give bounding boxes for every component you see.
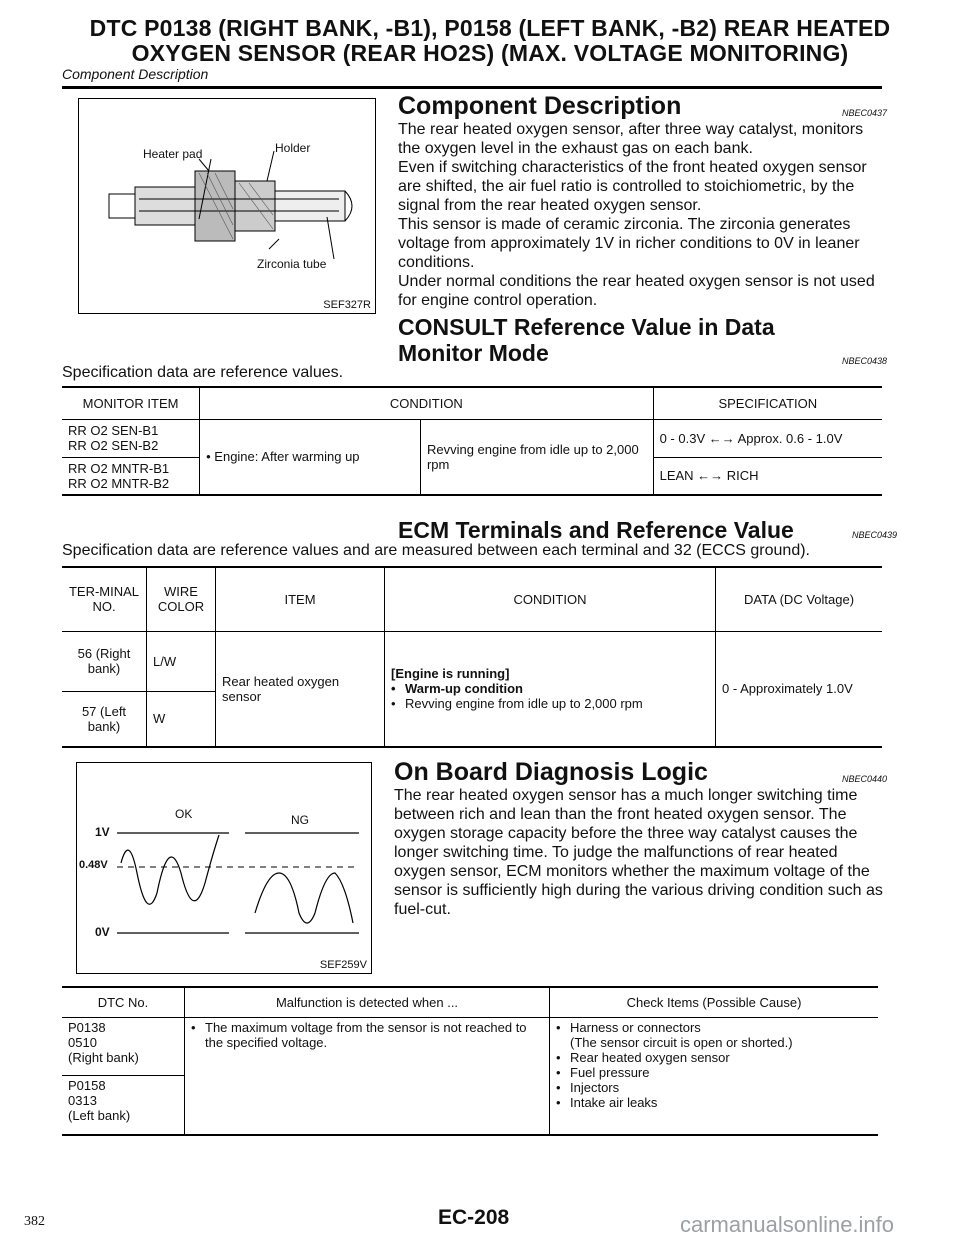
page-title (60, 16, 920, 66)
consult-header-spec: SPECIFICATION (653, 387, 882, 419)
component-description-text (398, 120, 886, 310)
consult-condition-1: • Engine: After warming up (200, 419, 421, 495)
page-code: EC-208 (438, 1206, 510, 1229)
consult-item-sen (62, 419, 200, 457)
consult-heading: CONSULT Reference Value in Data Monitor Mode (398, 314, 775, 366)
ecm-note: Specification data are reference values and are measured between each terminal and 32 (ECCS ground). (62, 542, 810, 559)
dtc-row-right (62, 1017, 185, 1075)
title-line-1: DTC P0138 (RIGHT BANK, -B1), P0158 (LEFT BANK, -B2) REAR HEATED (89, 15, 891, 41)
consult-header-monitor: MONITOR ITEM (82, 395, 179, 411)
dtc-check-4: • Injectors (556, 1080, 872, 1095)
ecm-heading: ECM Terminals and Reference Value (398, 517, 794, 543)
watermark: carmanualsonline.info (680, 1212, 895, 1237)
consult-spec-1: 0 - 0.3V ←→ Approx. 0.6 - 1.0V (653, 419, 882, 457)
consult-ref: NBEC0438 (842, 356, 888, 366)
ecm-header-terminal: TER-MINAL NO. (68, 584, 140, 615)
ecm-item: Rear heated oxygen sensor (216, 631, 385, 747)
dtc-table (62, 986, 878, 1136)
label-zirconia-tube: Zirconia tube (257, 257, 327, 271)
label-heater-pad: Heater pad (143, 147, 203, 161)
label-ng: NG (291, 813, 309, 827)
dtc-bank-right: (Right bank) (68, 1049, 139, 1065)
component-description-p3: This sensor is made of ceramic zirconia. The zirconia generates voltage from approximately 1V in richer conditions to 0V in leaner conditions. (398, 216, 860, 271)
consult-item-sen-b2: RR O2 SEN-B2 (68, 438, 159, 453)
obd-ref: NBEC0440 (842, 774, 888, 784)
component-description-ref: NBEC0437 (842, 108, 888, 118)
ecm-header-data: DATA (DC Voltage) (716, 567, 883, 631)
consult-condition-2: Revving engine from idle up to 2,000 rpm (420, 419, 653, 495)
component-description-p2: Even if switching characteristics of the front heated oxygen sensor are shifted, the air fuel ratio is controlled to stoichiometric, by the signal from the rear heated oxygen sensor. (398, 159, 867, 214)
label-ok: OK (175, 807, 193, 821)
consult-item-mntr (62, 457, 200, 495)
ecm-table (62, 566, 882, 748)
ecm-condition-header: [Engine is running] (391, 666, 510, 682)
title-line-2: OXYGEN SENSOR (REAR HO2S) (MAX. VOLTAGE MONITORING) (131, 40, 849, 66)
voltage-waveform (77, 763, 371, 973)
dtc-header-no: DTC No. (97, 994, 149, 1010)
dtc-code-p0158: P0158 (68, 1077, 106, 1093)
ecm-header-wire: WIRE COLOR (147, 567, 216, 631)
ecm-wire-56: L/W (147, 631, 216, 691)
dtc-num-0313: 0313 (68, 1092, 97, 1108)
dtc-check-5: • Intake air leaks (556, 1095, 872, 1110)
dtc-check-1-text: Harness or connectors (570, 1019, 701, 1035)
component-description-p4: Under normal conditions the rear heated oxygen sensor is not used for engine control operation. (398, 273, 875, 309)
consult-item-mntr-b1: RR O2 MNTR-B1 (68, 460, 170, 476)
consult-table (62, 386, 882, 496)
dtc-malfunction-text: • The maximum voltage from the sensor is not reached to the specified voltage. (191, 1020, 543, 1050)
component-description-p1: The rear heated oxygen sensor, after three way catalyst, monitors the oxygen level in the exhaust gas on each bank. (398, 121, 864, 157)
label-1v: 1V (95, 825, 110, 839)
figure-code: SEF327R (323, 299, 371, 311)
consult-item-sen-b1: RR O2 SEN-B1 (68, 423, 159, 438)
component-description-heading: Component Description (398, 92, 682, 120)
dtc-header-check: Check Items (Possible Cause) (550, 987, 879, 1017)
obd-heading: On Board Diagnosis Logic (394, 758, 708, 786)
sensor-drawing (79, 99, 375, 313)
dtc-malfunction (185, 1017, 550, 1135)
page-number: 382 (24, 1214, 45, 1229)
dtc-check-2: • Rear heated oxygen sensor (556, 1050, 872, 1065)
ecm-header-condition: CONDITION (385, 567, 716, 631)
ecm-ref: NBEC0439 (852, 530, 898, 540)
dtc-check-3: • Fuel pressure (556, 1065, 872, 1080)
ecm-wire-57: W (147, 691, 216, 747)
label-holder: Holder (275, 141, 311, 155)
ecm-terminal-56: 56 (Right bank) (77, 646, 131, 676)
dtc-row-left (62, 1075, 185, 1135)
figure-code-2: SEF259V (319, 959, 367, 971)
ecm-condition-2: • Revving engine from idle up to 2,000 rpm (391, 696, 709, 711)
dtc-check-1 (556, 1020, 872, 1050)
section-subtitle: Component Description (62, 66, 209, 82)
voltage-figure (76, 762, 372, 974)
dtc-code-p0138: P0138 (68, 1019, 106, 1035)
header-rule (62, 86, 882, 89)
ecm-data: 0 - Approximately 1.0V (716, 631, 883, 747)
obd-text: The rear heated oxygen sensor has a much longer switching time between rich and lean than the front heated oxygen sensor. The oxygen storage capacity before the three way catalyst causes the longer switching time. To judge the malfunctions of rear heated oxygen sensor, ECM monitors whether the maximum voltage of the sensor is sufficiently high during the various driving condition such as fuel-cut. (394, 787, 883, 918)
sensor-figure (78, 98, 376, 314)
label-0v: 0V (95, 925, 110, 939)
consult-spec-2: LEAN ←→ RICH (653, 457, 882, 495)
ecm-condition-1: • Warm-up condition (391, 681, 709, 696)
dtc-header-malfunction: Malfunction is detected when ... (185, 987, 550, 1017)
consult-item-mntr-b2: RR O2 MNTR-B2 (68, 475, 170, 491)
consult-note: Specification data are reference values. (62, 364, 344, 381)
label-048v: 0.48V (79, 859, 108, 871)
ecm-terminal-57: 57 (Left bank) (81, 703, 127, 734)
ecm-header-item: ITEM (216, 567, 385, 631)
ecm-condition (385, 631, 716, 747)
dtc-num-0510: 0510 (68, 1034, 97, 1050)
dtc-check-items (550, 1017, 879, 1135)
consult-header-condition: CONDITION (200, 387, 653, 419)
dtc-bank-left: (Left bank) (68, 1107, 131, 1123)
dtc-check-1-sub: (The sensor circuit is open or shorted.) (570, 1034, 793, 1050)
